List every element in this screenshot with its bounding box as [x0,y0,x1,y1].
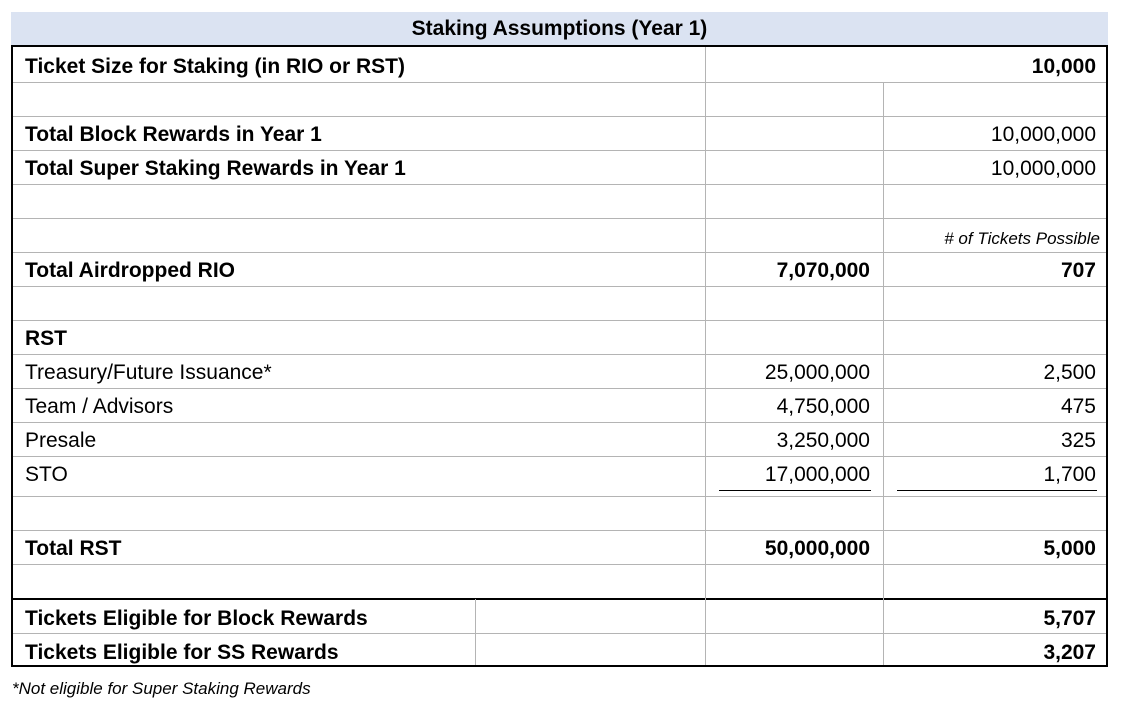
rst-heading: RST [25,327,67,350]
block-rewards-value: 10,000,000 [990,123,1096,146]
eligible-block-label: Tickets Eligible for Block Rewards [25,607,368,630]
ticket-size-value: 10,000 [1031,55,1096,78]
airdropped-label: Total Airdropped RIO [25,259,235,282]
ticket-size-label: Ticket Size for Staking (in RIO or RST) [25,55,405,78]
ss-rewards-label: Total Super Staking Rewards in Year 1 [25,157,406,180]
eligible-block-value: 5,707 [1043,607,1096,630]
subtotal-underline [897,490,1097,491]
airdropped-amount: 7,070,000 [776,259,870,282]
rst-row-label: Team / Advisors [25,395,174,418]
rst-row-tickets: 475 [1060,395,1096,418]
rst-row-tickets: 1,700 [1043,463,1096,486]
rst-row-amount: 4,750,000 [776,395,870,418]
rst-row-tickets: 325 [1060,429,1096,452]
total-rst-amount: 50,000,000 [764,537,870,560]
total-rst-label: Total RST [25,537,122,560]
rst-row-label: STO [25,463,68,486]
rst-row-amount: 17,000,000 [764,463,870,486]
total-rst-tickets: 5,000 [1043,537,1096,560]
rst-row-amount: 3,250,000 [776,429,870,452]
subtotal-underline [719,490,871,491]
rst-row-tickets: 2,500 [1043,361,1096,384]
staking-table [11,45,1108,667]
eligible-ss-value: 3,207 [1043,641,1096,664]
tickets-possible-header: # of Tickets Possible [944,229,1100,248]
ss-rewards-value: 10,000,000 [990,157,1096,180]
block-rewards-label: Total Block Rewards in Year 1 [25,123,322,146]
footnote: *Not eligible for Super Staking Rewards [12,679,311,698]
table-title: Staking Assumptions (Year 1) [11,12,1108,45]
airdropped-tickets: 707 [1060,259,1096,282]
rst-row-amount: 25,000,000 [764,361,870,384]
rst-row-label: Presale [25,429,97,452]
eligible-ss-label: Tickets Eligible for SS Rewards [25,641,339,664]
rst-row-label: Treasury/Future Issuance* [25,361,272,384]
